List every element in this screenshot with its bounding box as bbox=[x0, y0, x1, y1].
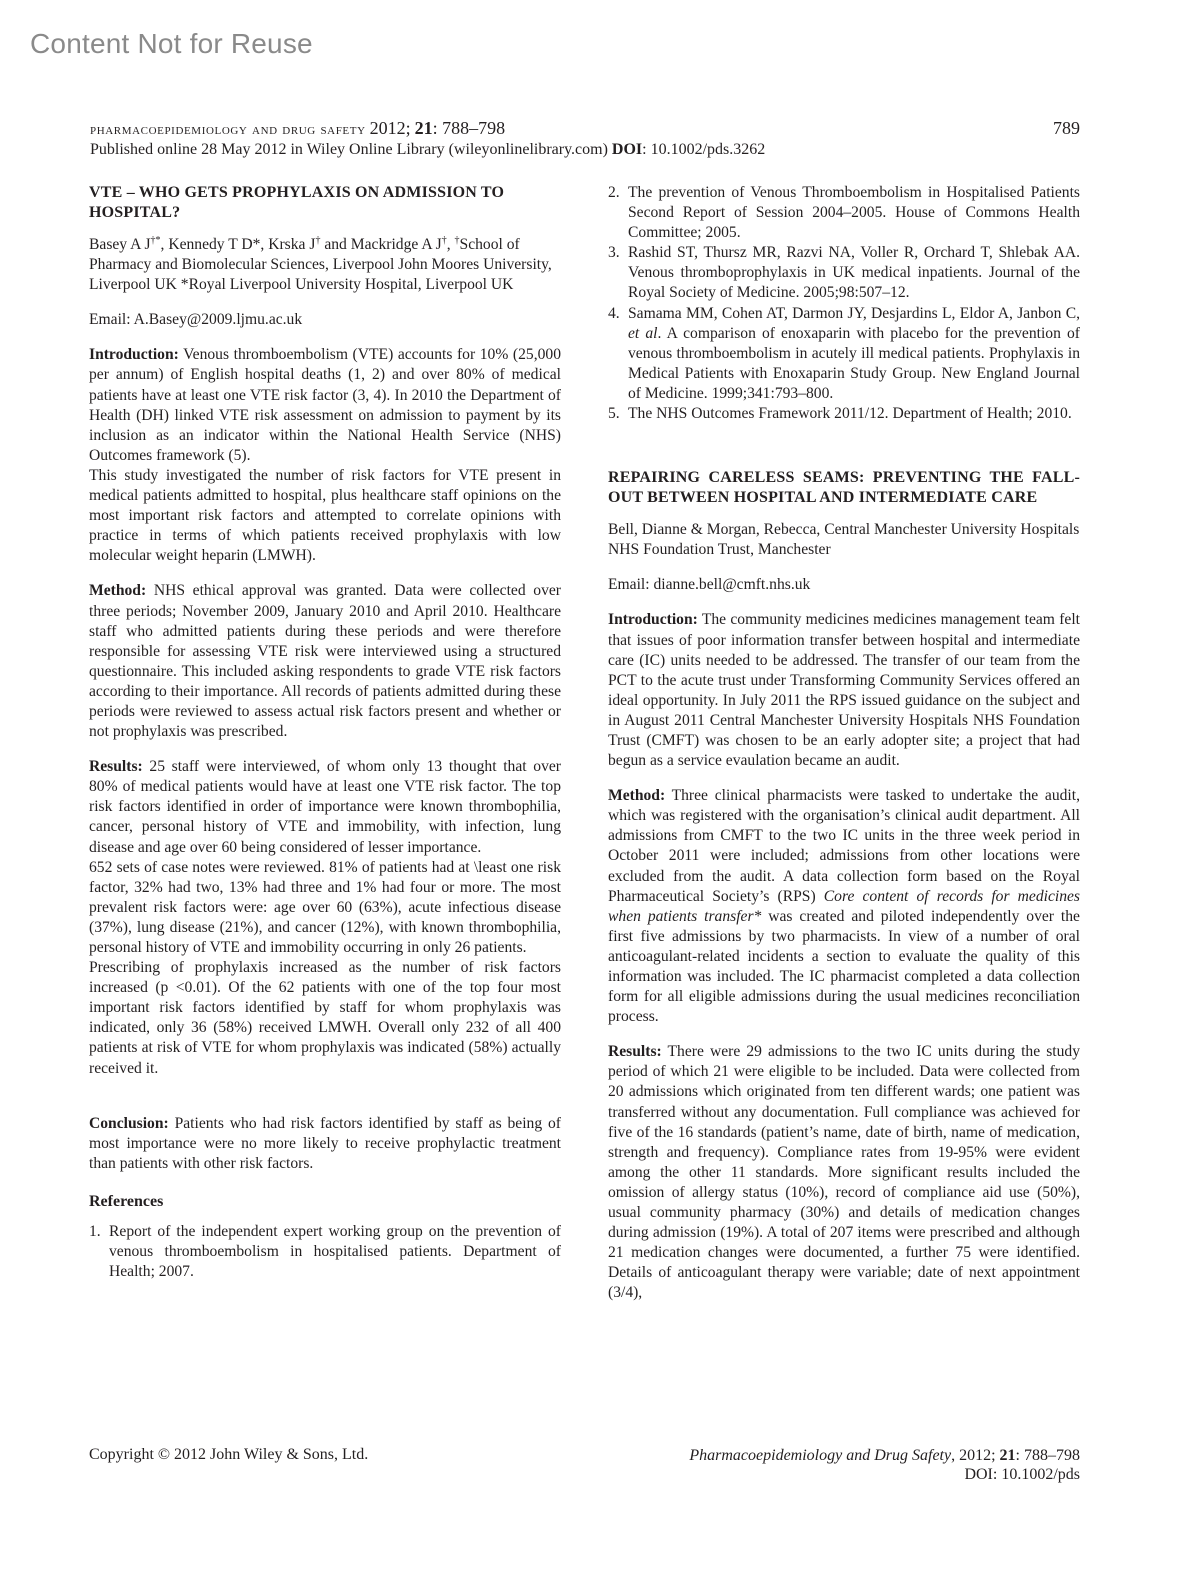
footer-year: , 2012; bbox=[951, 1447, 1000, 1464]
reference-text: The NHS Outcomes Framework 2011/12. Department of Health; 2010. bbox=[628, 405, 1072, 423]
page-number: 789 bbox=[1053, 118, 1080, 138]
results-label: Results: bbox=[608, 1043, 662, 1061]
running-head bbox=[90, 118, 1080, 159]
abstract2-title: REPAIRING CARELESS SEAMS: PREVENTING THE FALL-OUT BETWEEN HOSPITAL AND INTERMEDIATE CARE bbox=[608, 469, 1080, 507]
footer-journal-line bbox=[689, 1446, 1080, 1465]
method-label: Method: bbox=[89, 582, 147, 600]
footer-doi: DOI: 10.1002/pds bbox=[964, 1466, 1080, 1483]
reference-text: Rashid ST, Thursz MR, Razvi NA, Voller R, Orchard T, Shlebak AA. Venous thromboprophylaxis in UK medical inpatients. Journal of the Royal Society of Medicine. 2005;98:507–12. bbox=[628, 244, 1080, 302]
method-text-b: was created and piloted independently over the first five admissions by two pharmacists. In view of a number of oral anticoagulant-related incidents a section to evaluate the quality of this information was included. The IC pharmacist completed a data collection form for all eligible admissions during the usual medicines reconciliation process. bbox=[608, 907, 1080, 1026]
published-line bbox=[90, 141, 1080, 159]
affiliation-sup: † bbox=[454, 234, 460, 246]
intro-text: Venous thromboembolism (VTE) accounts for 10% (25,000 per annum) of English hospital deaths (1, 2) and over 80% of medical patients have at least one VTE risk factor (3, 4). In 2010 the Department of Health (DH) linked VTE risk assessment on admission to payment by its inclusion as an indicator within the National Health Service (NHS) Outcomes framework (5). bbox=[89, 346, 561, 464]
references-list-left bbox=[89, 1222, 561, 1282]
conclusion-text: Patients who had risk factors identified by staff as being of most importance were no more likely to receive prophylactic treatment than patients with other risk factors. bbox=[89, 1114, 561, 1172]
abstract1-email: Email: A.Basey@2009.ljmu.ac.uk bbox=[89, 311, 303, 329]
abstract1-conclusion bbox=[89, 1114, 561, 1174]
reference-item bbox=[608, 404, 1080, 424]
abstract1-results-2: 652 sets of case notes were reviewed. 81% of patients had at \least one risk factor, 32% had two, 13% had three and 1% had four or more. The most prevalent risk factors were: age over 60 (63%), acute infectious disease (37%), lung disease (21%), and cancer (12%), with known thrombophilia, personal history of VTE and immobility occurring in only 26 patients. bbox=[89, 858, 561, 956]
doi-value: : 10.1002/pds.3262 bbox=[642, 141, 766, 158]
author-mackridge: and Mackridge A J bbox=[320, 236, 442, 253]
reference-text: Report of the independent expert working group on the prevention of venous thromboembolism in hospitalised patients. Department of Health; 2007. bbox=[109, 1223, 561, 1281]
footer-citation bbox=[689, 1446, 1080, 1484]
method-text: NHS ethical approval was granted. Data were collected over three periods; November 2009, January 2010 and April 2010. Healthcare staff who admitted patients during these periods and were therefore responsible for assessing VTE risk were interviewed using a structured questionnaire. This included asking respondents to grade VTE risk factors according to their importance. All records of patients admitted during these periods were reviewed to assess actual risk factors present and whether or not prophylaxis was prescribed. bbox=[89, 582, 561, 741]
right-column bbox=[608, 183, 1080, 1304]
author-comma: , bbox=[446, 236, 451, 253]
abstract2-results bbox=[608, 1042, 1080, 1303]
intro-text: The community medicines medicines management team felt that issues of poor information transfer between hospital and intermediate care (IC) units needed to be addressed. The transfer of our team from the PCT to the acute trust under Transforming Community Services offered an ideal opportunity. In July 2011 the RPS issued guidance on the subject and in August 2011 Central Manchester University Hospitals NHS Foundation Trust (CMFT) was chosen to be an early adopter site; a project that had begun as a service evaulation became an audit. bbox=[608, 611, 1080, 770]
journal-name: pharmacoepidemiology and drug safety bbox=[90, 121, 366, 138]
reference-text bbox=[628, 304, 1080, 404]
abstract1-results bbox=[89, 757, 561, 857]
reference-number: 3. bbox=[608, 244, 620, 262]
reference-item bbox=[608, 243, 1080, 303]
abstract1-results-3: Prescribing of prophylaxis increased as the number of risk factors increased (p <0.01). Of the 62 patients with one of the top four most important risk factors identified by staff for whom prophylaxis was indicated, only 36 (58%) received LMWH. Overall only 232 of all 400 patients at risk of VTE for whom prophylaxis was indicated (58%) actually received it. bbox=[89, 959, 561, 1077]
author-sup: † bbox=[441, 234, 447, 246]
method-italic-title: Core content of records for medicines when patients transfer* bbox=[608, 887, 1080, 925]
author-kennedy-krska: , Kennedy T D*, Krska J bbox=[160, 236, 316, 253]
references-heading: References bbox=[89, 1192, 164, 1210]
running-head-line bbox=[90, 118, 1080, 139]
intro-label: Introduction: bbox=[608, 611, 698, 629]
reference-item bbox=[608, 183, 1080, 243]
abstract1-method bbox=[89, 581, 561, 742]
reference-number: 4. bbox=[608, 304, 620, 322]
reference-number: 1. bbox=[89, 1223, 101, 1241]
journal-citation bbox=[90, 118, 505, 139]
results-text: 25 staff were interviewed, of whom only 13 thought that over 80% of medical patients would have at least one VTE risk factor. The top risk factors identified in order of importance were known thrombophilia, cancer, personal history of VTE and immobility, with infection, lung disease and age over 60 being considered of lesser importance. bbox=[89, 758, 561, 856]
abstract2-authors: Bell, Dianne & Morgan, Rebecca, Central Manchester University Hospitals NHS Foundation Trust, Manchester bbox=[608, 521, 1080, 559]
abstract1-affiliation: School of Pharmacy and Biomolecular Sciences, Liverpool John Moores University, Liverpool UK *Royal Liverpool University Hospital, Liverpool UK bbox=[89, 236, 552, 294]
footer-journal: Pharmacoepidemiology and Drug Safety bbox=[689, 1447, 952, 1464]
reference-text-b: . A comparison of enoxaparin with placebo for the prevention of venous thromboembolism in acutely ill medical patients. Prophylaxis in Medical Patients with Enoxaparin Study Group. New England Journal of Medicine. 1999;341:793–800. bbox=[628, 324, 1080, 402]
method-label: Method: bbox=[608, 787, 666, 805]
reference-number: 5. bbox=[608, 405, 620, 423]
conclusion-label: Conclusion: bbox=[89, 1114, 169, 1132]
intro-label: Introduction: bbox=[89, 346, 179, 364]
left-column bbox=[89, 183, 561, 1282]
results-label: Results: bbox=[89, 758, 143, 776]
abstract2-introduction bbox=[608, 610, 1080, 771]
reference-item bbox=[89, 1222, 561, 1282]
abstract1-authors bbox=[89, 235, 561, 295]
reference-text-a: Samama MM, Cohen AT, Darmon JY, Desjardins L, Eldor A, Janbon C, bbox=[628, 304, 1080, 322]
author-sup: † bbox=[315, 234, 321, 246]
results-text: There were 29 admissions to the two IC units during the study period of which 21 were eligible to be included. Data were collected from 20 admissions which originated from ten different wards; one patient was transferred without any documentation. Full compliance was achieved for five of the 16 standards (patient’s name, date of birth, name of medication, strength and frequency). Compliance rates from 19-95% were evident among the other 11 standards. More significant results included the omission of allergy status (10%), record of compliance aid use (50%), usual community pharmacy (30%) and details of medication changes during admission (19%). A total of 207 items were prescribed and although 21 medication changes were documented, a further 75 were identified. Details of anticoagulant therapy were variable; date of next appointment (3/4), bbox=[608, 1043, 1080, 1302]
abstract1-introduction-2: This study investigated the number of risk factors for VTE present in medical patients admitted to hospital, plus healthcare staff opinions on the most important risk factors and attempted to correlate opinions with practice in terms of which patients received prophylaxis with low molecular weight heparin (LMWH). bbox=[89, 466, 561, 565]
reference-text: The prevention of Venous Thromboembolism in Hospitalised Patients Second Report of Session 2004–2005. House of Commons Health Committee; 2005. bbox=[628, 184, 1080, 242]
author-basey: Basey A J bbox=[89, 236, 151, 253]
reference-item bbox=[608, 304, 1080, 404]
watermark: Content Not for Reuse bbox=[30, 28, 313, 59]
reference-et-al: et al bbox=[628, 324, 658, 342]
footer-volume: 21 bbox=[999, 1447, 1016, 1464]
footer-pages: : 788–798 bbox=[1015, 1447, 1080, 1464]
published-text: Published online 28 May 2012 in Wiley Online Library (wileyonlinelibrary.com) bbox=[90, 141, 608, 158]
doi-label: DOI bbox=[611, 141, 643, 158]
author-sup: †* bbox=[150, 234, 161, 246]
footer-copyright: Copyright © 2012 John Wiley & Sons, Ltd. bbox=[89, 1446, 369, 1463]
references-list-right bbox=[608, 183, 1080, 424]
reference-number: 2. bbox=[608, 184, 620, 201]
abstract1-title: VTE – WHO GETS PROPHYLAXIS ON ADMISSION TO HOSPITAL? bbox=[89, 184, 505, 221]
method-text-a: Three clinical pharmacists were tasked to undertake the audit, which was registered with the organisation’s clinical audit department. All admissions from CMFT to the two IC units in the three week period in October 2011 were included; admissions from other locations were excluded from the audit. A data collection form based on the Royal Pharmaceutical Society’s (RPS) bbox=[608, 787, 1080, 905]
journal-year: 2012; bbox=[369, 118, 411, 138]
journal-pages: : 788–798 bbox=[432, 118, 506, 138]
abstract2-method bbox=[608, 786, 1080, 1027]
abstract1-introduction bbox=[89, 345, 561, 466]
abstract2-email: Email: dianne.bell@cmft.nhs.uk bbox=[608, 576, 811, 594]
journal-volume: 21 bbox=[414, 118, 433, 138]
